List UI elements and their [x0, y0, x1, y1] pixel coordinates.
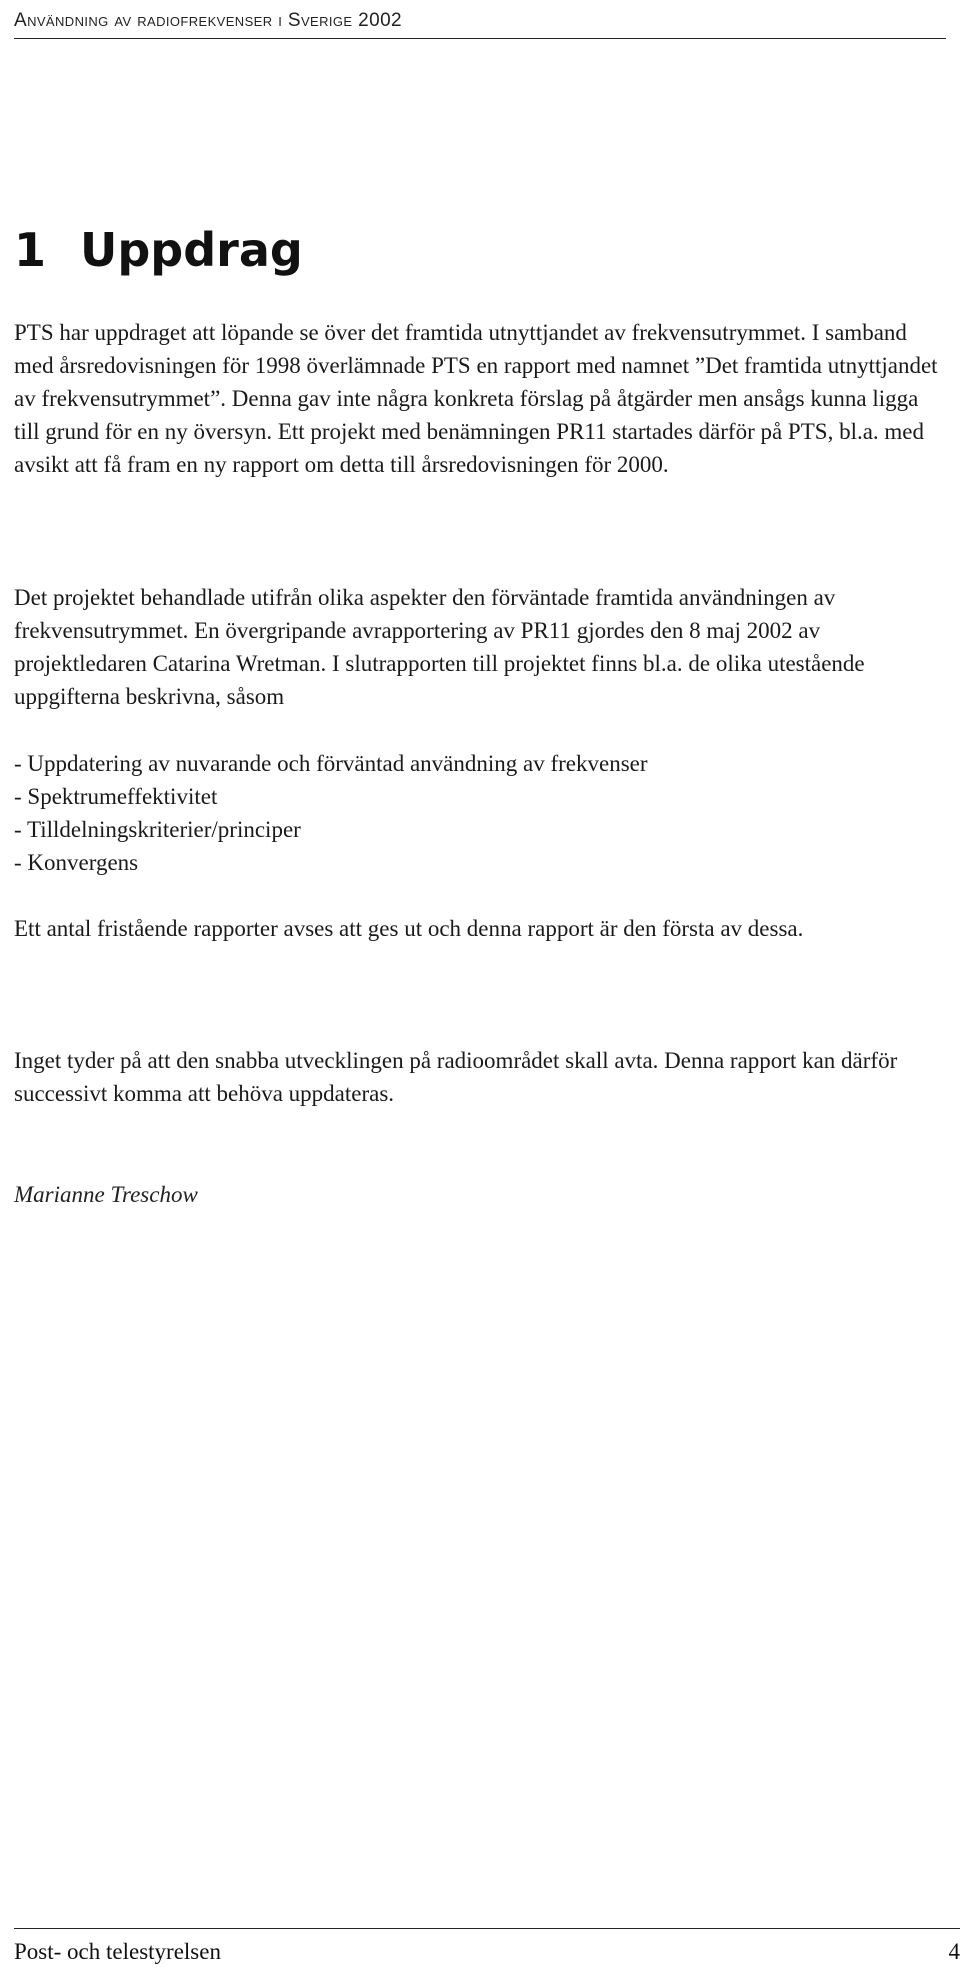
paragraph-project: Det projektet behandlade utifrån olika aspekter den förväntade framtida användningen av frekvensutrymmet. En övergripande avrapportering av PR11 gjordes den 8 maj 2002 av projektledaren Catarina Wretman. I slutrapporten till projektet finns bl.a. de olika utestående uppgifterna beskrivna, såsom — [14, 585, 865, 709]
running-header-title: Användning av radiofrekvenser i Sverige 2002 — [14, 10, 403, 31]
chapter-title: Uppdrag — [80, 223, 303, 277]
signature: Marianne Treschow — [14, 1182, 198, 1207]
paragraph-reports: Ett antal fristående rapporter avses att ges ut och denna rapport är den första av dessa. — [14, 916, 804, 941]
list-item: - Konvergens — [14, 850, 139, 875]
footer-organization: Post- och telestyrelsen — [14, 1939, 221, 1964]
list-item: - Spektrumeffektivitet — [14, 784, 218, 809]
list-item: - Tilldelningskriterier/principer — [14, 817, 301, 842]
paragraph-outlook: Inget tyder på att den snabba utvecklingen på radioområdet skall avta. Denna rapport kan därför successivt komma att behöva uppdateras. — [14, 1048, 898, 1106]
chapter-heading — [14, 222, 303, 278]
task-list — [14, 747, 946, 879]
chapter-number: 1 — [14, 223, 47, 277]
running-header — [14, 4, 946, 39]
page-number: 4 — [948, 1939, 960, 1964]
page-footer — [14, 1928, 960, 1971]
list-item: - Uppdatering av nuvarande och förväntad användning av frekvenser — [14, 751, 648, 776]
paragraph-assignment: PTS har uppdraget att löpande se över det framtida utnyttjandet av frekvensutrymmet. I samband med årsredovisningen för 1998 överlämnade PTS en rapport med namnet ”Det framtida utnyttjandet av frekvensutrymmet”. Denna gav inte några konkreta förslag på åtgärder men ansågs kunna ligga till grund för en ny översyn. Ett projekt med benämningen PR11 startades därför på PTS, bl.a. med avsikt att få fram en ny rapport om detta till årsredovisningen för 2000. — [14, 320, 938, 477]
